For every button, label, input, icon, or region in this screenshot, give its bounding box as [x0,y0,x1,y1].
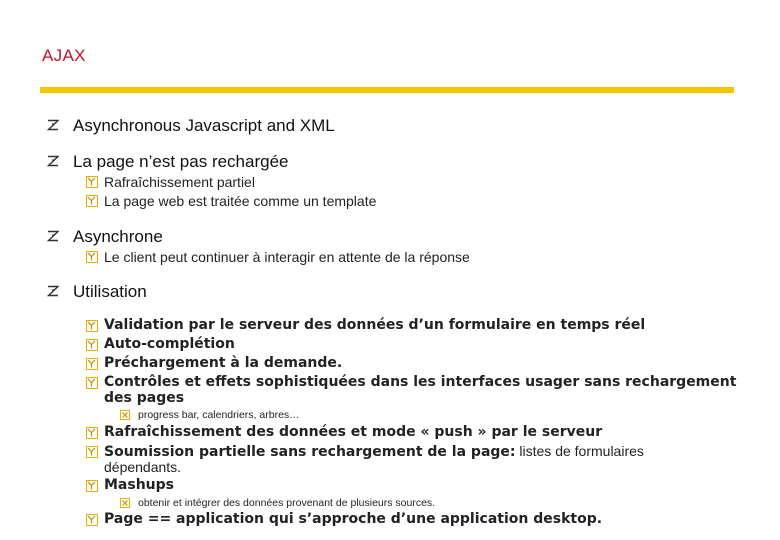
y-box-bullet-icon [86,480,98,492]
y-box-bullet-icon [86,251,98,263]
sub-bullet-text: Rafraîchissement des données et mode « push » par le serveur [104,424,603,440]
sub-bullet-text: Validation par le serveur des données d’un formulaire en temps réel [104,317,646,333]
slide-title: AJAX [42,46,86,65]
subsub-bullet-text: progress bar, calendriers, arbres… [138,409,300,421]
z-bullet-icon [47,119,59,131]
z-bullet-icon [47,285,59,297]
bullet-text: Utilisation [73,282,147,301]
subsub-bullet-text: obtenir et intégrer des données provenant de plusieurs sources. [138,497,436,509]
y-box-bullet-icon [86,427,98,439]
x-box-bullet-icon [120,498,130,508]
z-bullet-icon [47,155,59,167]
y-box-bullet-icon [86,176,98,188]
y-box-bullet-icon [86,377,98,389]
sub-bullet-text: Rafraîchissement partiel [104,174,255,190]
x-box-bullet-icon [120,410,130,420]
sub-bullet-bold-part: Soumission partielle sans rechargement de la page: [104,444,516,460]
y-box-bullet-icon [86,514,98,526]
sub-bullet-normal-part: listes de formulaires [515,443,644,459]
sub-bullet-text: La page web est traitée comme un template [104,193,377,209]
title-rule [40,87,734,93]
y-box-bullet-icon [86,358,98,370]
bullet-text: La page n’est pas rechargée [73,152,289,171]
y-box-bullet-icon [86,446,98,458]
sub-bullet-text: Mashups [104,477,174,493]
sub-bullet-text [104,443,644,460]
z-bullet-icon [47,230,59,242]
sub-bullet-text: Page == application qui s’approche d’une application desktop. [104,511,603,527]
sub-bullet-text: Auto-complétion [104,336,235,352]
bullet-text: Asynchrone [73,227,163,246]
sub-bullet-text-cont: dépendants. [104,459,182,475]
bullet-text: Asynchronous Javascript and XML [73,116,335,135]
y-box-bullet-icon [86,339,98,351]
sub-bullet-text: Contrôles et effets sophistiquées dans les interfaces usager sans rechargement [104,374,737,390]
sub-bullet-text: Le client peut continuer à interagir en attente de la réponse [104,249,470,265]
sub-bullet-text-cont: des pages [104,390,185,406]
y-box-bullet-icon [86,320,98,332]
y-box-bullet-icon [86,195,98,207]
sub-bullet-text: Préchargement à la demande. [104,355,343,371]
